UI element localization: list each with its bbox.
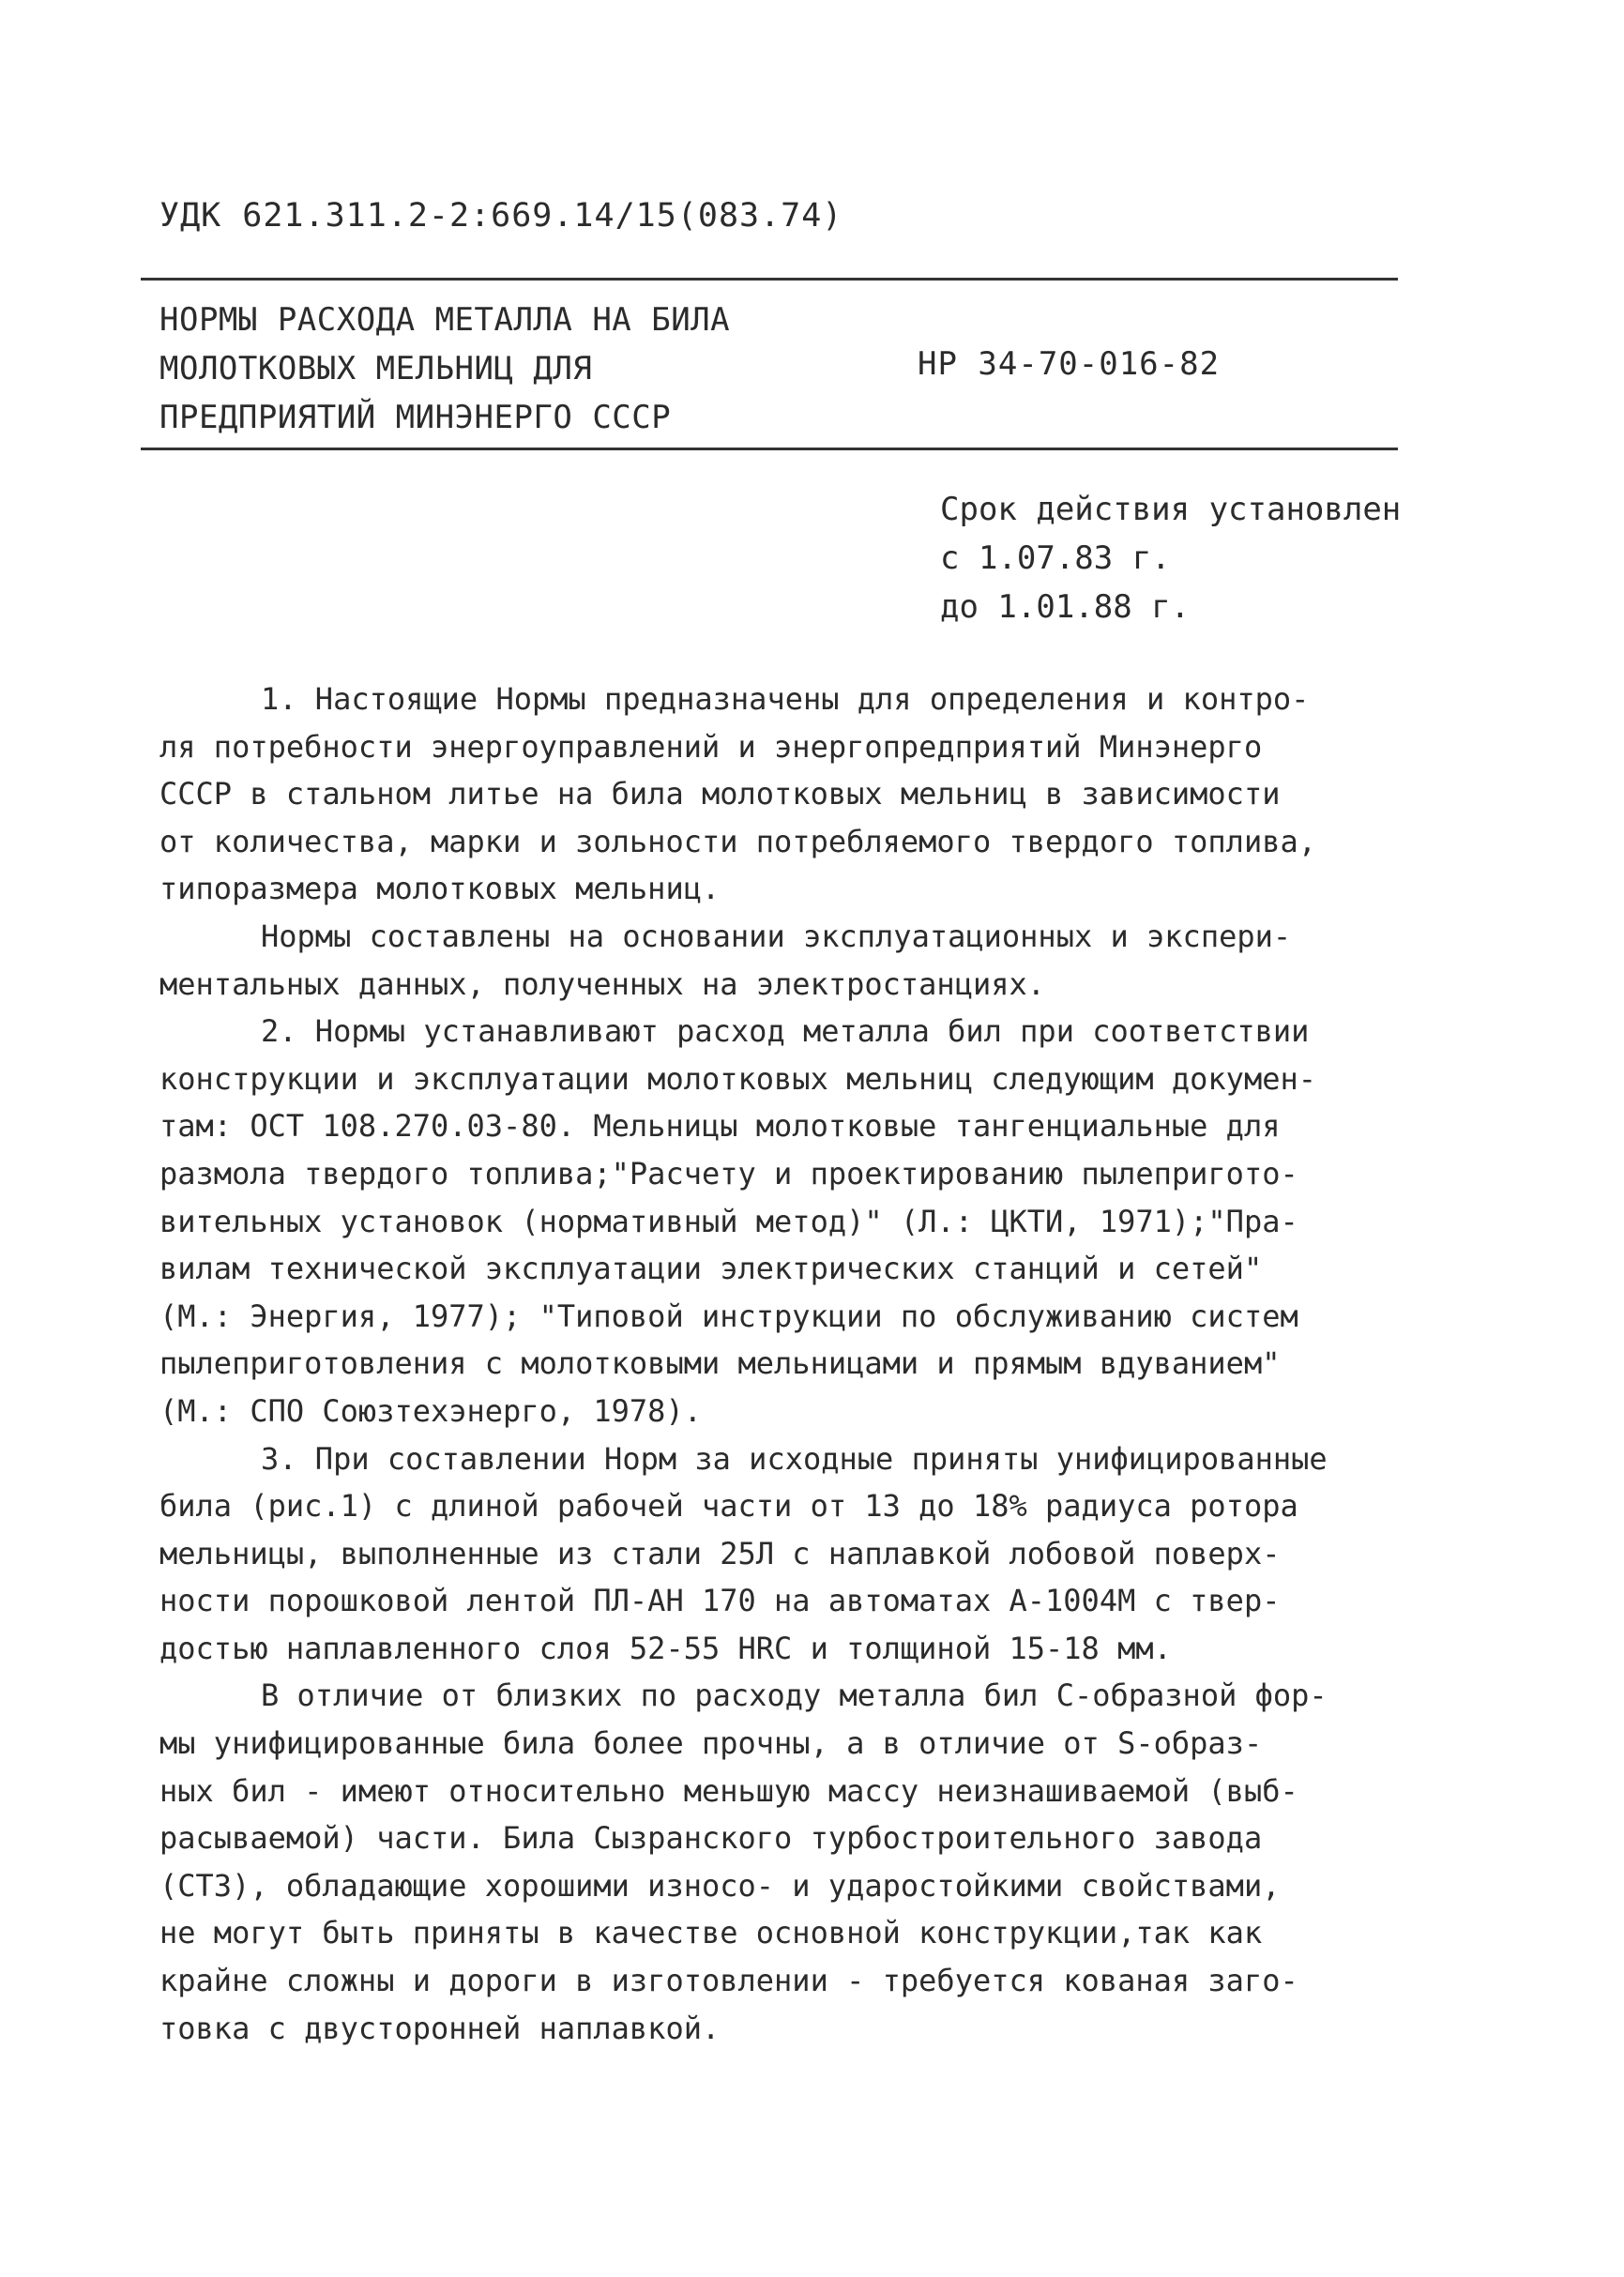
validity-line: Срок действия установлен <box>940 491 1402 528</box>
text-line: достью наплавленного слоя 52-55 HRC и толщиной 15-18 мм. <box>159 1630 1172 1666</box>
text-line: от количества, марки и зольности потребляемого твердого топлива, <box>159 823 1316 859</box>
text-line: не могут быть приняты в качестве основной конструкции,так как <box>159 1915 1263 1951</box>
title-line: ПРЕДПРИЯТИЙ МИНЭНЕРГО СССР <box>159 399 672 436</box>
text-line: ля потребности энергоуправлений и энергопредприятий Минэнерго <box>159 728 1263 765</box>
validity-line: до 1.01.88 г. <box>940 588 1191 626</box>
text-line: крайне сложны и дороги в изготовлении - требуется кованая заго- <box>159 1963 1298 1999</box>
text-line: 3. При составлении Норм за исходные приняты унифицированные <box>261 1440 1328 1477</box>
text-line: 2. Нормы устанавливают расход металла бил при соответствии <box>261 1013 1310 1050</box>
text-line: вилам технической эксплуатации электрических станций и сетей" <box>159 1251 1263 1287</box>
document-title <box>159 296 730 442</box>
text-line: мельницы, выполненные из стали 25Л с наплавкой лобовой поверх- <box>159 1535 1281 1571</box>
title-line: НОРМЫ РАСХОДА МЕТАЛЛА НА БИЛА <box>159 301 731 339</box>
text-line: ности порошковой лентой ПЛ-АН 170 на автоматах А-1004М с твер- <box>159 1583 1281 1619</box>
text-line: била (рис.1) с длиной рабочей части от 13 до 18% радиуса ротора <box>159 1488 1298 1525</box>
text-line: Нормы составлены на основании эксплуатационных и экспери- <box>261 918 1292 954</box>
udk-code: УДК 621.311.2-2:669.14/15(083.74) <box>159 197 843 235</box>
text-line: ментальных данных, полученных на электростанциях. <box>159 965 1046 1002</box>
body-text <box>159 676 1407 2052</box>
validity-period <box>940 485 1401 631</box>
text-line: пылеприготовления с молотковыми мельницами и прямым вдуванием" <box>159 1345 1281 1382</box>
text-line: ных бил - имеют относительно меньшую массу неизнашиваемой (выб- <box>159 1772 1298 1809</box>
text-line: размола твердого топлива;"Расчету и проектированию пылепригото- <box>159 1155 1298 1192</box>
top-divider <box>141 278 1398 281</box>
text-line: (СТЗ), обладающие хорошими износо- и ударостойкими свойствами, <box>159 1867 1281 1904</box>
text-line: В отличие от близких по расходу металла бил С-образной фор- <box>261 1677 1328 1714</box>
title-line: МОЛОТКОВЫХ МЕЛЬНИЦ ДЛЯ <box>159 350 593 387</box>
text-line: (М.: Энергия, 1977); "Типовой инструкции по обслуживанию систем <box>159 1298 1298 1334</box>
validity-line: с 1.07.83 г. <box>940 539 1171 577</box>
text-line: мы унифицированные била более прочны, а в отличие от S-образ- <box>159 1725 1263 1762</box>
document-code: НР 34-70-016-82 <box>918 345 1221 383</box>
text-line: (М.: СПО Союзтехэнерго, 1978). <box>159 1392 702 1429</box>
text-line: 1. Настоящие Нормы предназначены для определения и контро- <box>261 681 1310 717</box>
text-line: расываемой) части. Била Сызранского турбостроительного завода <box>159 1820 1263 1857</box>
text-line: СССР в стальном литье на била молотковых мельниц в зависимости <box>159 776 1281 812</box>
text-line: товка с двусторонней наплавкой. <box>159 2010 721 2046</box>
bottom-divider <box>141 448 1398 450</box>
text-line: там: ОСТ 108.270.03-80. Мельницы молотковые тангенциальные для <box>159 1108 1281 1145</box>
text-line: типоразмера молотковых мельниц. <box>159 871 721 907</box>
text-line: конструкции и эксплуатации молотковых мельниц следующим докумен- <box>159 1060 1316 1097</box>
text-line: вительных установок (нормативный метод)" (Л.: ЦКТИ, 1971);"Пра- <box>159 1203 1298 1239</box>
